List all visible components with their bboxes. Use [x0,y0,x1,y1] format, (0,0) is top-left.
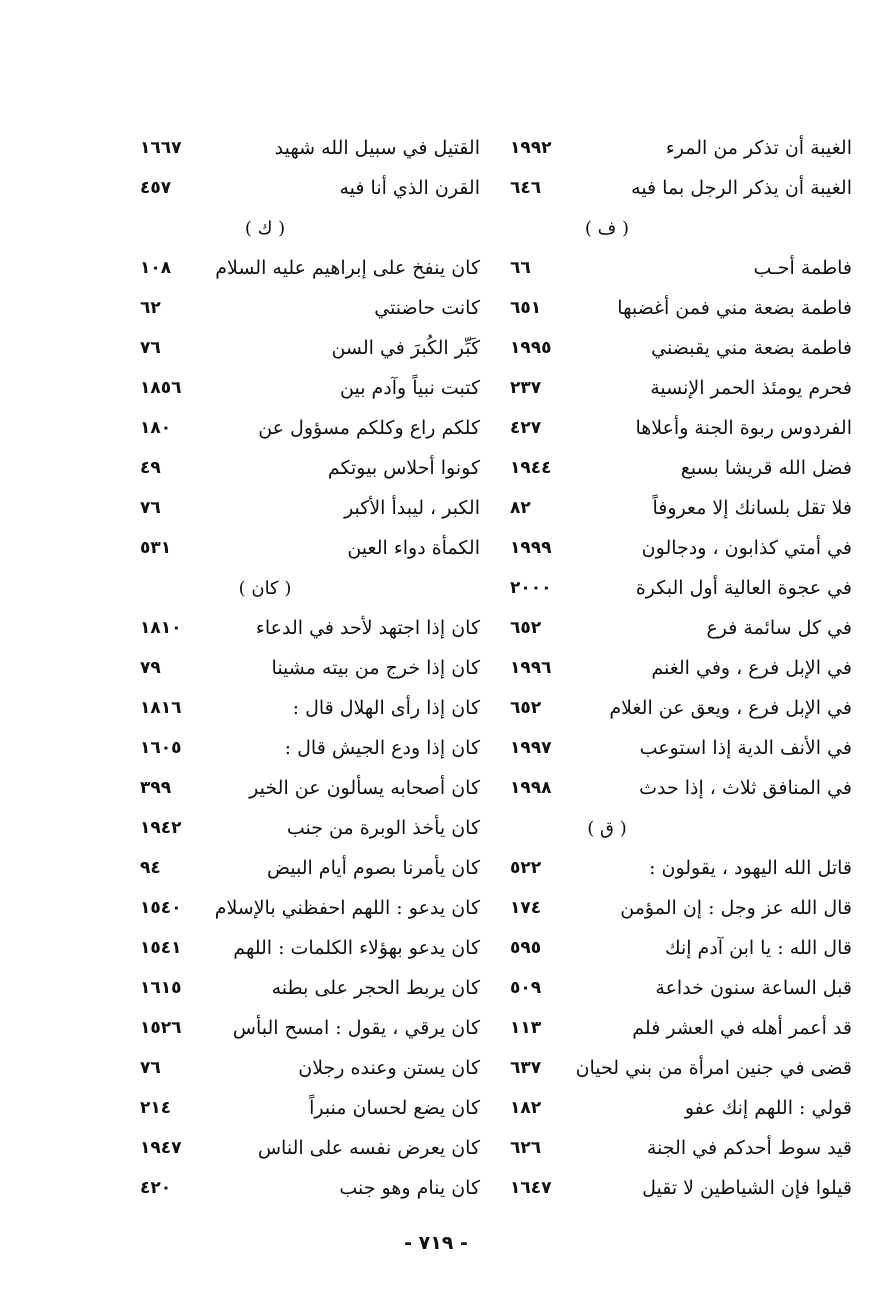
entry-number: ٥٢٢ [510,858,542,878]
index-entry [482,1048,852,1088]
index-entry [110,248,480,288]
entry-text: كان يأخذ الوبرة من جنب [286,817,480,839]
entry-number: ٤٥٧ [140,178,172,198]
entry-text: قال الله عز وجل : إن المؤمن [620,897,852,919]
entry-number: ٦٣٧ [510,1058,542,1078]
entry-text: في كل سائمة فرع [706,617,852,639]
index-entry [482,1088,852,1128]
entry-number: ٥٩٥ [510,938,542,958]
index-entry [110,1048,480,1088]
entry-number: ١٩٤٧ [140,1138,182,1158]
entry-text: كان أصحابه يسألون عن الخير [249,777,480,799]
left-column [110,128,480,1208]
entry-text: قبل الساعة سنون خداعة [655,977,852,999]
entry-number: ١٥٢٦ [140,1018,182,1038]
entry-number: ١٩٩٢ [510,138,552,158]
index-entry [110,1128,480,1168]
section-letter: ( ك ) [244,218,286,239]
index-entry [482,288,852,328]
entry-text: فحرم يومئذ الحمر الإنسية [650,377,852,399]
entry-number: ١٨١٦ [140,698,182,718]
entry-text: كان يدعو بهؤلاء الكلمات : اللهم [233,937,480,959]
entry-text: في المنافق ثلاث ، إذا حدث [639,777,852,799]
index-entry [110,368,480,408]
index-entry [110,728,480,768]
entry-text: كونوا أحلاس بيوتكم [327,457,480,479]
entry-text: كان يعرض نفسه على الناس [257,1137,480,1159]
entry-text: الغيبة أن يذكر الرجل بما فيه [631,177,852,199]
entry-number: ١٩٩٩ [510,538,552,558]
index-entry [110,768,480,808]
entry-text: كان ينفخ على إبراهيم عليه السلام [215,257,480,279]
entry-text: قيلوا فإن الشياطين لا تقيل [642,1177,852,1199]
index-entry [110,448,480,488]
index-entry [482,968,852,1008]
index-entry [482,408,852,448]
index-entry [482,688,852,728]
index-entry [110,888,480,928]
index-entry [110,488,480,528]
entry-text: فلا تقل بلسانك إلا معروفاً [652,497,852,519]
index-entry [482,1128,852,1168]
entry-number: ٥٣١ [140,538,172,558]
index-entry [482,608,852,648]
index-entry [482,768,852,808]
entry-text: كان يأمرنا بصوم أيام البيض [266,857,480,879]
entry-number: ٤٢٧ [510,418,542,438]
entry-text: كان إذا ودع الجيش قال : [284,737,480,759]
index-entry [482,928,852,968]
entry-text: كان إذا خرج من بيته مشينا [271,657,480,679]
index-entry [110,848,480,888]
entry-text: القرن الذي أنا فيه [339,177,480,199]
entry-number: ١٦١٥ [140,978,182,998]
entry-number: ١٦٠٥ [140,738,182,758]
entry-number: ٦٦ [510,258,531,278]
index-entry [110,808,480,848]
entry-number: ٦٥٢ [510,618,542,638]
index-entry [110,1008,480,1048]
index-entry [110,1088,480,1128]
entry-number: ٢١٤ [140,1098,172,1118]
entry-number: ٢٣٧ [510,378,542,398]
entry-number: ١٨٠ [140,418,172,438]
section-letter: ( ق ) [587,818,627,839]
index-entry [110,128,480,168]
entry-text: قيد سوط أحدكم في الجنة [646,1137,852,1159]
index-entry [482,328,852,368]
entry-number: ١٥٤١ [140,938,182,958]
index-entry [482,848,852,888]
index-entry [110,648,480,688]
entry-number: ٦٢٦ [510,1138,542,1158]
entry-number: ٤٩ [140,458,161,478]
right-column [482,128,852,1208]
entry-text: فاطمة بضعة مني يقبضني [651,337,852,359]
section-letter-heading [482,808,852,848]
entry-text: كان يرقي ، يقول : امسح البأس [232,1017,480,1039]
index-entry [482,368,852,408]
index-entry [110,688,480,728]
entry-text: فاطمة بضعة مني فمن أغضبها [617,297,852,319]
entry-number: ٧٦ [140,338,161,358]
entry-text: الفردوس ربوة الجنة وأعلاها [635,417,852,439]
entry-text: كان إذا اجتهد لأحد في الدعاء [255,617,480,639]
entry-text: في عجوة العالية أول البكرة [635,577,852,599]
entry-number: ١٩٩٥ [510,338,552,358]
entry-number: ٦٥٢ [510,698,542,718]
index-entry [110,408,480,448]
entry-number: ١٠٨ [140,258,172,278]
entry-number: ٢٠٠٠ [510,578,552,598]
entry-text: كان يستن وعنده رجلان [298,1057,480,1079]
index-entry [482,1168,852,1208]
entry-number: ٨٢ [510,498,531,518]
entry-text: كانت حاضنتي [374,297,480,319]
entry-text: قال الله : يا ابن آدم إنك [664,937,852,959]
index-entry [482,648,852,688]
index-entry [110,528,480,568]
index-entry [482,568,852,608]
entry-number: ١٩٤٤ [510,458,552,478]
entry-text: قد أعمر أهله في العشر فلم [632,1017,852,1039]
entry-number: ١٩٤٢ [140,818,182,838]
entry-text: في الأنف الدية إذا استوعب [639,737,852,759]
entry-text: القتيل في سبيل الله شهيد [274,137,480,159]
entry-number: ١٨٢ [510,1098,542,1118]
entry-number: ١١٣ [510,1018,542,1038]
entry-text: كان يدعو : اللهم احفظني بالإسلام [214,897,480,919]
section-letter: ( كان ) [238,578,292,599]
entry-number: ٥٠٩ [510,978,542,998]
index-entry [110,288,480,328]
entry-text: كان إذا رأى الهلال قال : [292,697,480,719]
entry-number: ١٩٩٦ [510,658,552,678]
entry-text: كان ينام وهو جنب [339,1177,480,1199]
entry-text: كتبت نبياً وآدم بين [340,377,480,399]
index-entry [482,1008,852,1048]
entry-number: ١٥٤٠ [140,898,182,918]
entry-text: كَبِّر الكُبرَ في السن [331,337,480,359]
entry-text: كان يضع لحسان منبراً [309,1097,480,1119]
index-entry [110,608,480,648]
entry-number: ١٩٩٨ [510,778,552,798]
entry-text: في أمتي كذابون ، ودجالون [641,537,852,559]
entry-text: كان يربط الحجر على بطنه [271,977,480,999]
entry-number: ١٦٤٧ [510,1178,552,1198]
index-entry [482,488,852,528]
index-entry [482,528,852,568]
entry-number: ٧٦ [140,498,161,518]
entry-text: فاطمة أحـب [753,257,852,279]
index-entry [110,1168,480,1208]
section-letter-heading [110,568,480,608]
index-entry [110,328,480,368]
entry-number: ٧٩ [140,658,161,678]
entry-text: الكمأة دواء العين [347,537,480,559]
section-letter: ( ف ) [584,218,630,239]
entry-number: ١٨٥٦ [140,378,182,398]
index-entry [110,928,480,968]
entry-number: ١٦٦٧ [140,138,182,158]
entry-text: الكبر ، ليبدأ الأكبر [344,497,480,519]
page-number: - ٧١٩ - [404,1232,468,1254]
entry-number: ٩٤ [140,858,161,878]
entry-number: ٦٢ [140,298,161,318]
index-entry [482,128,852,168]
entry-text: قضى في جنين امرأة من بني لحيان [575,1057,852,1079]
index-entry [482,448,852,488]
entry-text: قاتل الله اليهود ، يقولون : [649,857,852,879]
entry-text: كلكم راع وكلكم مسؤول عن [258,417,480,439]
entry-text: في الإبل فرع ، وفي الغنم [651,657,852,679]
entry-text: الغيبة أن تذكر من المرء [665,137,852,159]
entry-number: ٧٦ [140,1058,161,1078]
entry-number: ١٨١٠ [140,618,182,638]
index-entry [482,888,852,928]
entry-number: ٦٥١ [510,298,542,318]
entry-number: ١٧٤ [510,898,542,918]
entry-text: قولي : اللهم إنك عفو [684,1097,852,1119]
index-entry [110,168,480,208]
entry-number: ٤٢٠ [140,1178,172,1198]
index-entry [110,968,480,1008]
index-entry [482,248,852,288]
entry-number: ١٩٩٧ [510,738,552,758]
entry-number: ٣٩٩ [140,778,172,798]
entry-text: في الإبل فرع ، ويعق عن الغلام [609,697,852,719]
index-entry [482,728,852,768]
entry-text: فضل الله قريشا بسبع [680,457,852,479]
entry-number: ٦٤٦ [510,178,542,198]
section-letter-heading [110,208,480,248]
index-entry [482,168,852,208]
section-letter-heading [482,208,852,248]
